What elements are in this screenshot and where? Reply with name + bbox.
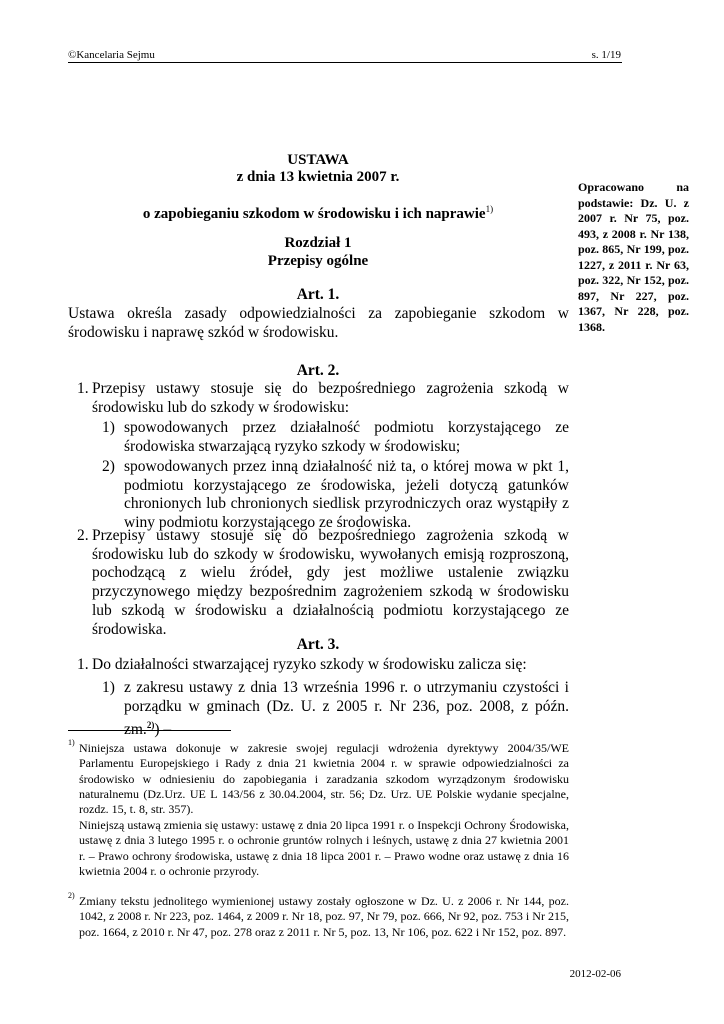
footnote-2 — [68, 891, 569, 940]
art2-p1-item-1-number: 1) — [102, 419, 115, 436]
act-type: USTAWA — [287, 152, 349, 168]
footnote-separator — [68, 730, 231, 731]
art3-paragraph-1 — [68, 656, 569, 675]
art2-p2-text: Przepisy ustawy stosuje się do bezpośredniego zagrożenia szkodą w środowisku lub do szkody w środowisku, wywołanych emisją rozproszoną, pochodzącą z wielu źródeł, gdy jest możliwe ustalenie związku przyczynowego między bezpośrednim zagrożeniem szkodą w środowisku lub szkodą w środowisku a działalnością podmiotu korzystającego ze środowiska. — [92, 527, 569, 638]
art3-item-1-number: 1) — [102, 679, 115, 696]
art2-p1-number: 1. — [77, 380, 89, 397]
act-title — [68, 200, 568, 224]
art2-paragraph-1 — [68, 380, 569, 417]
footnote-1-text-2: Niniejszą ustawą zmienia się ustawy: ustawę z dnia 20 lipca 1991 r. o Inspekcji Ochrony Środowiska, ustawę z dnia 3 lutego 1995 r. o ochronie gruntów rolnych i leśnych, ustawę z dnia 27 kwietnia 2001 r. – Prawo ochrony środowiska, ustawę z dnia 18 lipca 2001 r. – Prawo wodne oraz ustawę z dnia 16 kwietnia 2004 r. o ochronie przyrody. — [79, 818, 569, 878]
art2-title: Art. 2. — [296, 362, 340, 379]
header-rule — [68, 62, 622, 63]
page-number: s. 1/19 — [591, 49, 621, 61]
act-date: z dnia 13 kwietnia 2007 r. — [236, 169, 400, 185]
footnote-2-text: Zmiany tekstu jednolitego wymienionej ustawy zostały ogłoszone w Dz. U. z 2006 r. Nr 144, poz. 1042, z 2008 r. Nr 223, poz. 1464, z 2009 r. Nr 18, poz. 97, Nr 79, poz. 666, Nr 92, poz. 753 i Nr 215, poz. 1664, z 2010 r. Nr 47, poz. 278 oraz z 2011 r. Nr 5, poz. 13, Nr 106, poz. 622 i Nr 152, poz. 897. — [79, 894, 569, 939]
art3-p1-item-1 — [68, 679, 569, 740]
header-source: ©Kancelaria Sejmu — [68, 49, 155, 61]
art2-p1-text: Przepisy ustawy stosuje się do bezpośredniego zagrożenia szkodą w środowisku lub do szkody w środowisku: — [92, 380, 569, 416]
chapter-label: Rozdział 1 — [284, 235, 352, 251]
footnote-1-number: 1) — [68, 738, 75, 747]
art2-p1-item-2-text: spowodowanych przez inną działalność niż ta, o której mowa w pkt 1, podmiotu korzystającego ze środowiska, jeżeli dotyczą gatunków chronionych lub chronionych siedlisk przyrodniczych oraz wystąpiły z winy podmiotu korzystającego ze środowiska. — [124, 458, 569, 532]
art3-item-1-text-a: z zakresu ustawy z dnia 13 września 1996 r. o utrzymaniu czystości i porządku w gminach (Dz. U. z 2005 r. Nr 236, poz. 2008, z późn. zm. — [124, 679, 569, 739]
art2-p2-number: 2. — [77, 527, 89, 544]
footnote-1 — [68, 738, 569, 817]
art3-p1-text: Do działalności stwarzającej ryzyko szkody w środowisku zalicza się: — [92, 656, 527, 673]
footnote-ref-1[interactable]: 1) — [485, 204, 494, 214]
art2-p1-item-2-number: 2) — [102, 458, 115, 475]
source-sidenote: Opracowano na podstawie: Dz. U. z 2007 r. Nr 75, poz. 493, z 2008 r. Nr 138, poz. 865, Nr 199, poz. 1227, z 2011 r. Nr 63, poz. 322, Nr 152, poz. 897, Nr 227, poz. 1367, Nr 228, poz. 1368. — [578, 180, 689, 334]
act-title-text: o zapobieganiu szkodom w środowisku i ich naprawie — [142, 206, 486, 222]
art2-paragraph-2 — [68, 527, 569, 639]
footnote-ref-2[interactable]: 2) — [146, 720, 155, 731]
footnote-2-number: 2) — [68, 891, 75, 900]
art1-title: Art. 1. — [296, 286, 340, 303]
art3-item-1-text-b: ) – — [154, 721, 172, 739]
chapter-name: Przepisy ogólne — [267, 253, 369, 269]
footnote-1-text: Niniejsza ustawa dokonuje w zakresie swojej regulacji wdrożenia dyrektywy 2004/35/WE Parlamentu Europejskiego i Rady z dnia 21 kwietnia 2004 r. w sprawie odpowiedzialności za środowisko w odniesieniu do zapobiegania i zaradzania szkodom wyrządzonym środowisku naturalnemu (Dz.Urz. UE L 143/56 z 30.04.2004, str. 56; Dz. Urz. UE Polskie wydanie specjalne, rozdz. 15, t. 8, str. 357). — [79, 741, 569, 817]
art1-text: Ustawa określa zasady odpowiedzialności za zapobieganie szkodom w środowisku i naprawę szkód w środowisku. — [68, 305, 569, 341]
art2-p1-item-2 — [68, 458, 569, 533]
art3-p1-number: 1. — [77, 656, 89, 673]
art2-p1-item-1 — [68, 419, 569, 456]
art3-title: Art. 3. — [296, 636, 340, 653]
art2-p1-item-1-text: spowodowanych przez działalność podmiotu korzystającego ze środowiska stwarzającą ryzyko szkody w środowisku; — [124, 419, 569, 455]
art3-item-1-text — [124, 679, 569, 740]
footer-date: 2012-02-06 — [569, 968, 621, 980]
